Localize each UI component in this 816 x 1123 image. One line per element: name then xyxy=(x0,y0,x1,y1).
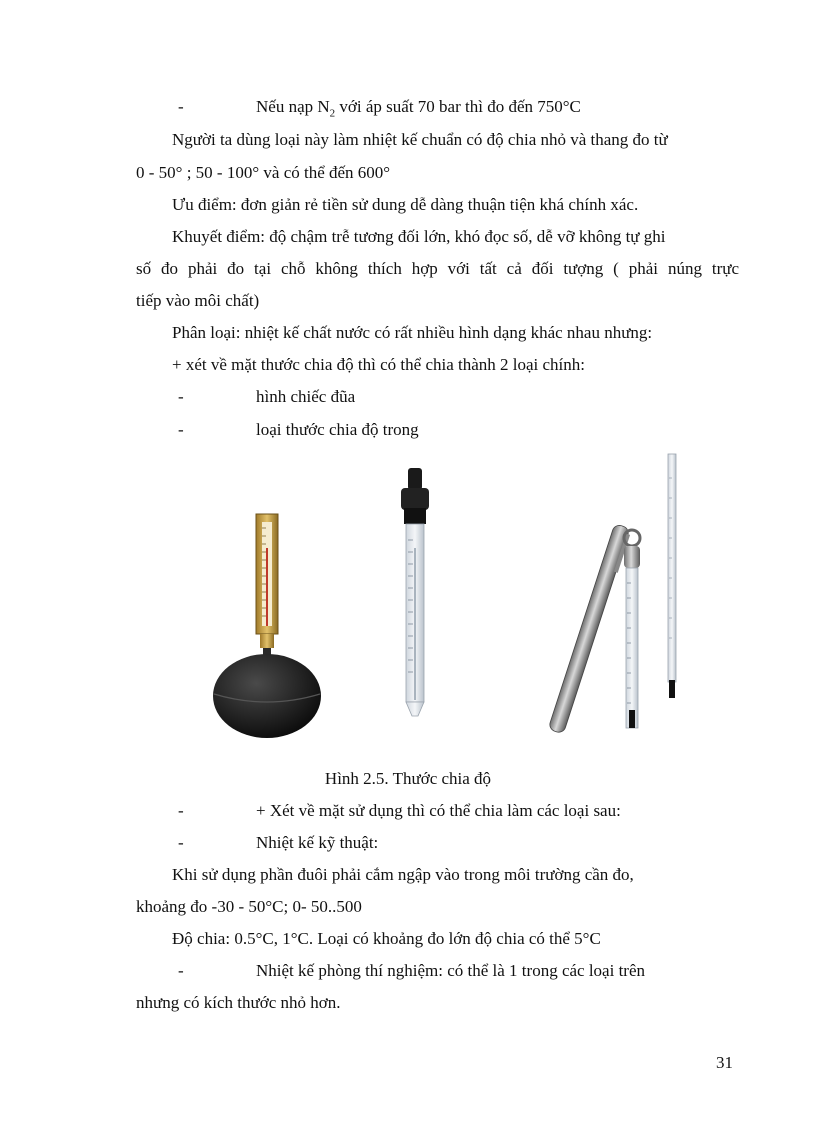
page-number: 31 xyxy=(716,1053,733,1072)
technical-desc-line-2: khoảng đo -30 - 50°C; 0- 50..500 xyxy=(136,897,362,916)
bullet-dash: - xyxy=(178,420,184,439)
lab-thermometer-line: Nhiệt kế phòng thí nghiệm: có thể là 1 trong các loại trên xyxy=(256,961,645,980)
bullet-dash: - xyxy=(178,801,184,820)
n2-subscript: 2 xyxy=(329,107,336,120)
bullet-dash: - xyxy=(178,97,184,116)
technical-desc-line-1: Khi sử dụng phần đuôi phải cắm ngập vào trong môi trường cần đo, xyxy=(172,865,634,884)
usage-intro-line: + Xét về mặt sử dụng thì có thể chia làm các loại sau: xyxy=(256,801,621,820)
classification-line: Phân loại: nhiệt kế chất nước có rất nhiều hình dạng khác nhau nhưng: xyxy=(172,323,653,342)
para-standard-thermometer: Người ta dùng loại này làm nhiệt kế chuẩn có độ chia nhỏ và thang đo từ xyxy=(172,130,668,149)
disadvantages-line-3: tiếp vào môi chất) xyxy=(136,291,260,310)
para-standard-thermometer-cont: 0 - 50° ; 50 - 100° và có thể đến 600° xyxy=(136,163,391,182)
thermometer-figure xyxy=(200,448,760,748)
bullet-dash: - xyxy=(178,961,184,980)
steel-case-icon xyxy=(548,524,632,735)
n2-post: với áp suất 70 bar thì đo đến 750°C xyxy=(335,97,581,116)
advantages-line: Ưu điểm: đơn giản rẻ tiền sử dung dễ dàng thuận tiện khá chính xác. xyxy=(172,195,639,214)
scale-intro-line: + xét về mặt thước chia độ thì có thể chia thành 2 loại chính: xyxy=(172,355,586,374)
n2-pressure-line xyxy=(256,96,581,118)
lab-thermometer-cont: nhưng có kích thước nhỏ hơn. xyxy=(136,993,341,1012)
division-line: Độ chia: 0.5°C, 1°C. Loại có khoảng đo lớn độ chia có thể 5°C xyxy=(172,929,601,948)
bullet-dash: - xyxy=(178,387,184,406)
scale-type-inner: loại thước chia độ trong xyxy=(256,420,419,439)
disadvantages-line-2: số đo phải đo tại chỗ không thích hợp với tất cả đối tượng ( phải núng trực xyxy=(136,259,739,278)
technical-thermometer-heading: Nhiệt kế kỹ thuật: xyxy=(256,833,379,852)
figure-caption: Hình 2.5. Thước chia độ xyxy=(324,769,492,788)
ring-top-thermometer-icon xyxy=(624,530,640,728)
glass-stem-thermometer-icon xyxy=(401,468,429,716)
scale-type-chopstick: hình chiếc đũa xyxy=(256,387,356,406)
long-glass-thermometer-icon xyxy=(668,454,676,698)
brass-ball-thermometer-icon xyxy=(213,514,321,738)
bullet-dash: - xyxy=(178,833,184,852)
n2-pre: Nếu nạp N xyxy=(256,97,330,116)
disadvantages-line-1: Khuyết điểm: độ chậm trễ tương đối lớn, khó đọc số, dễ vỡ không tự ghi xyxy=(172,227,666,246)
